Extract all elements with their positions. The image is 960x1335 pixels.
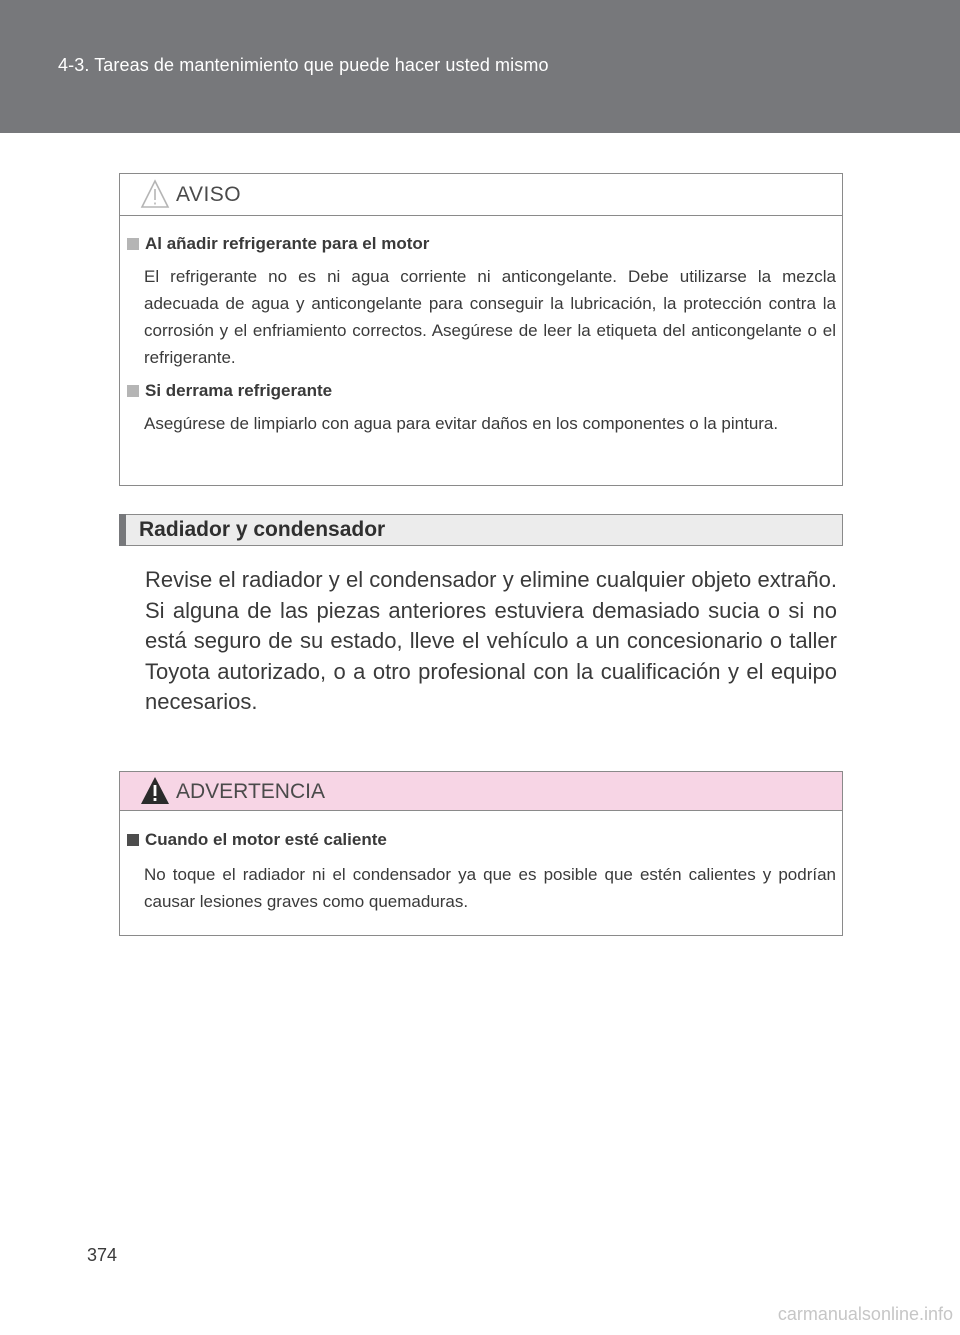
caution-item-heading: Si derrama refrigerante	[127, 381, 332, 401]
watermark: carmanualsonline.info	[777, 1304, 953, 1324]
section-heading-bar	[119, 514, 126, 546]
square-bullet-icon	[127, 238, 139, 250]
caution-item-heading: Al añadir refrigerante para el motor	[127, 234, 429, 254]
caution-box	[119, 173, 843, 486]
square-bullet-icon	[127, 385, 139, 397]
warning-item-text: No toque el radiador ni el condensador ya que es posible que estén calientes y podrían causar lesiones graves como quemaduras.	[144, 865, 836, 911]
page-number: 374	[87, 1245, 118, 1265]
square-bullet-icon	[127, 834, 139, 846]
section-heading	[119, 514, 843, 546]
warning-header	[120, 772, 842, 811]
section-heading-text: Radiador y condensador	[139, 518, 386, 541]
caution-item-text: Asegúrese de limpiarlo con agua para evitar daños en los componentes o la pintura.	[144, 414, 779, 433]
section-breadcrumb: 4-3. Tareas de mantenimiento que puede hacer usted mismo	[58, 55, 549, 75]
warning-item-heading: Cuando el motor esté caliente	[127, 830, 387, 850]
warning-box	[119, 771, 843, 936]
caution-item-text: El refrigerante no es ni agua corriente ni anticongelante. Debe utilizarse la mezcla adecuada de agua y anticongelante para conseguir la lubricación, la protección contra la corrosión y el enfriamiento correctos. Asegúrese de leer la etiqueta del anticongelante o el refrigerante.	[144, 267, 836, 367]
warning-triangle-icon	[140, 776, 170, 806]
section-paragraph: Revise el radiador y el condensador y elimine cualquier objeto extraño. Si alguna de las piezas anteriores estuviera demasiado sucia o si no está seguro de su estado, lleve el vehículo a un concesionario o taller Toyota autorizado, o a otro profesional con la cualificación y el equipo necesarios.	[145, 567, 837, 714]
warning-title: ADVERTENCIA	[176, 780, 325, 803]
caution-header	[120, 174, 842, 216]
page-header	[0, 0, 960, 133]
caution-triangle-icon	[140, 179, 170, 209]
caution-title: AVISO	[176, 183, 242, 206]
